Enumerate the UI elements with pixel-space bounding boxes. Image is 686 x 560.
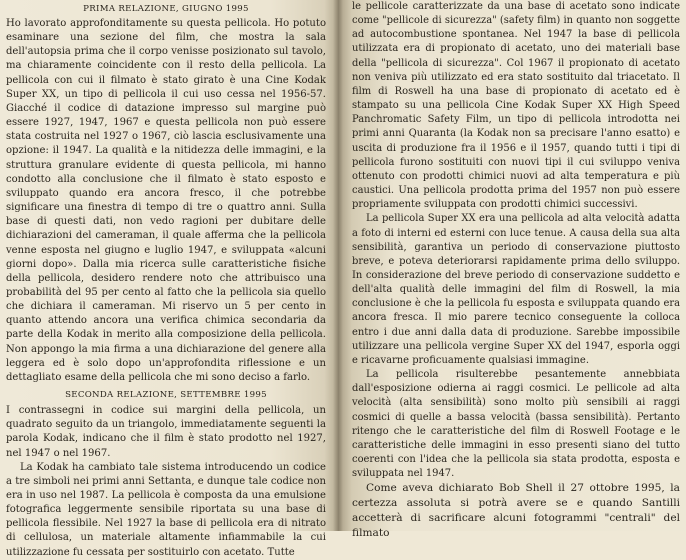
closing-paragraph: Come aveva dichiarato Bob Shell il 27 ottobre 1995, la certezza assoluta si potrà avere se e quando Santilli accetterà di sacrificare alcuni fotogrammi "centrali" del filmato xyxy=(352,482,680,539)
second-report-heading: SECONDA RELAZIONE, SETTEMBRE 1995 xyxy=(65,390,267,401)
left-page xyxy=(0,0,338,558)
first-report-paragraph: Ho lavorato approfonditamente su questa pellicola. Ho potuto esaminare una sezione del film, che mostra la sala dell'autopsia prima che il corpo venisse posizionato sul tavolo, ma chiaramente coincidente con il resto della pellicola. La pellicola con cui il filmato è stato girato è una Cine Kodak Super XX, un tipo di pellicola il cui uso cessa nel 1956-57. Giacché il codice di datazione impresso sul margine può essere 1927, 1947, 1967 e questa pellicola non può essere stata costruita nel 1927 o 1967, ciò lascia esclusivamente una opzione: il 1947. La qualità e la nitidezza delle immagini, e la struttura granulare evidente di questa pellicola, mi hanno condotto alla conclusione che il filmato è stato esposto e sviluppato quando era ancora fresco, il che potrebbe significare una finestra di tempo di tre o quattro anni. Sulla base di questi dati, non vedo ragioni per dubitare delle dichiarazioni del cameraman, il quale afferma che la pellicola venne esposta nel giugno e luglio 1947, e sviluppata «alcuni giorni dopo». Dalla mia ricerca sulle caratteristiche fisiche della pellicola, desidero rendere noto che attribuisco una probabilità del 95 per cento al fatto che la pellicola sia quello che dichiara il cameraman. Mi riservo un 5 per cento in quanto attendo ancora una verifica chimica secondaria da parte della Kodak in merito alla composizione della pellicola. Non appongo la mia firma a una dichiarazione del genere alla leggera ed è solo dopo un'approfondita riflessione e un dettagliato esame della pellicola che mi sono deciso a farlo. xyxy=(6,18,326,383)
left-text-column xyxy=(6,2,326,560)
right-paragraph-1: le pellicole caratterizzate da una base di acetato sono indicate come "pellicole di sicurezza" (safety film) in quanto non soggette ad autocombustione spontanea. Nel 1947 la base di pellicola utilizzata era di propionato di acetato, uno dei materiali base della "pellicola di sicurezza". Col 1967 il propionato di acetato non veniva più utilizzato ed era stato sostituito dal triacetato. Il film di Roswell ha una base di propionato di acetato ed è stampato su una pellicola Cine Kodak Super XX High Speed Panchromatic Safety Film, un tipo di pellicola introdotta nei primi anni Quaranta (la Kodak non sa precisare l'anno esatto) e uscita di produzione fra il 1956 e il 1957, quando tutti i tipi di pellicola furono sostituiti con nuovi tipi il cui sviluppo veniva ottenuto con prodotti chimici nuovi ad alta temperatura e più caustici. Una pellicola prodotta prima del 1957 non può essere propriamente sviluppata con prodotti chimici successivi. xyxy=(352,1,680,211)
right-text-column xyxy=(352,0,680,539)
book-gutter xyxy=(333,0,343,531)
right-page xyxy=(338,0,686,539)
second-report-paragraph-2: La Kodak ha cambiato tale sistema introducendo un codice a tre simboli nei primi anni Settanta, e dunque tale codice non era in uso nel 1987. La pellicola è composta da una emulsione fotografica leggermente sensibile riportata su una base di pellicola flessibile. Nel 1927 la base di pellicola era di nitrato di cellulosa, un materiale altamente infiammabile la cui utilizzazione fu cessata per sostituirlo con acetato. Tutte xyxy=(6,461,326,558)
right-paragraph-3: La pellicola risulterebbe pesantemente annebbiata dall'esposizione odierna ai raggi cosmici. Le pellicole ad alta velocità (alta sensibilità) sono molto più sensibili ai raggi cosmici di quelle a bassa velocità (bassa sensibilità). Pertanto ritengo che le caratteristiche del film di Roswell Footage e le caratteristiche delle immagini in esso presenti siano del tutto coerenti con l'idea che la pellicola sia stata prodotta, esposta e sviluppata nel 1947. xyxy=(352,369,680,480)
first-report-heading: PRIMA RELAZIONE, GIUGNO 1995 xyxy=(83,4,249,14)
right-paragraph-2: La pellicola Super XX era una pellicola ad alta velocità adatta a foto di interni ed esterni con luce tenue. A causa della sua alta sensibilità, garantiva un periodo di conservazione piuttosto breve, e poteva deteriorarsi rapidamente prima dello sviluppo. In considerazione del breve periodo di conservazione suddetto e dell'alta qualità delle immagini del film di Roswell, la mia conclusione è che la pellicola fu esposta e sviluppata quando era ancora fresca. Il mio parere tecnico conseguente la colloca entro i due anni dalla data di produzione. Sarebbe impossibile utilizzare una pellicola vergine Super XX del 1947, esporla oggi e ricavarne proficuamente qualsiasi immagine. xyxy=(352,213,680,366)
second-report-paragraph-1: I contrassegni in codice sui margini della pellicola, un quadrato seguito da un triangolo, immediatamente seguenti la parola Kodak, indicano che il film è stato prodotto nel 1927, nel 1947 o nel 1967. xyxy=(6,405,326,459)
